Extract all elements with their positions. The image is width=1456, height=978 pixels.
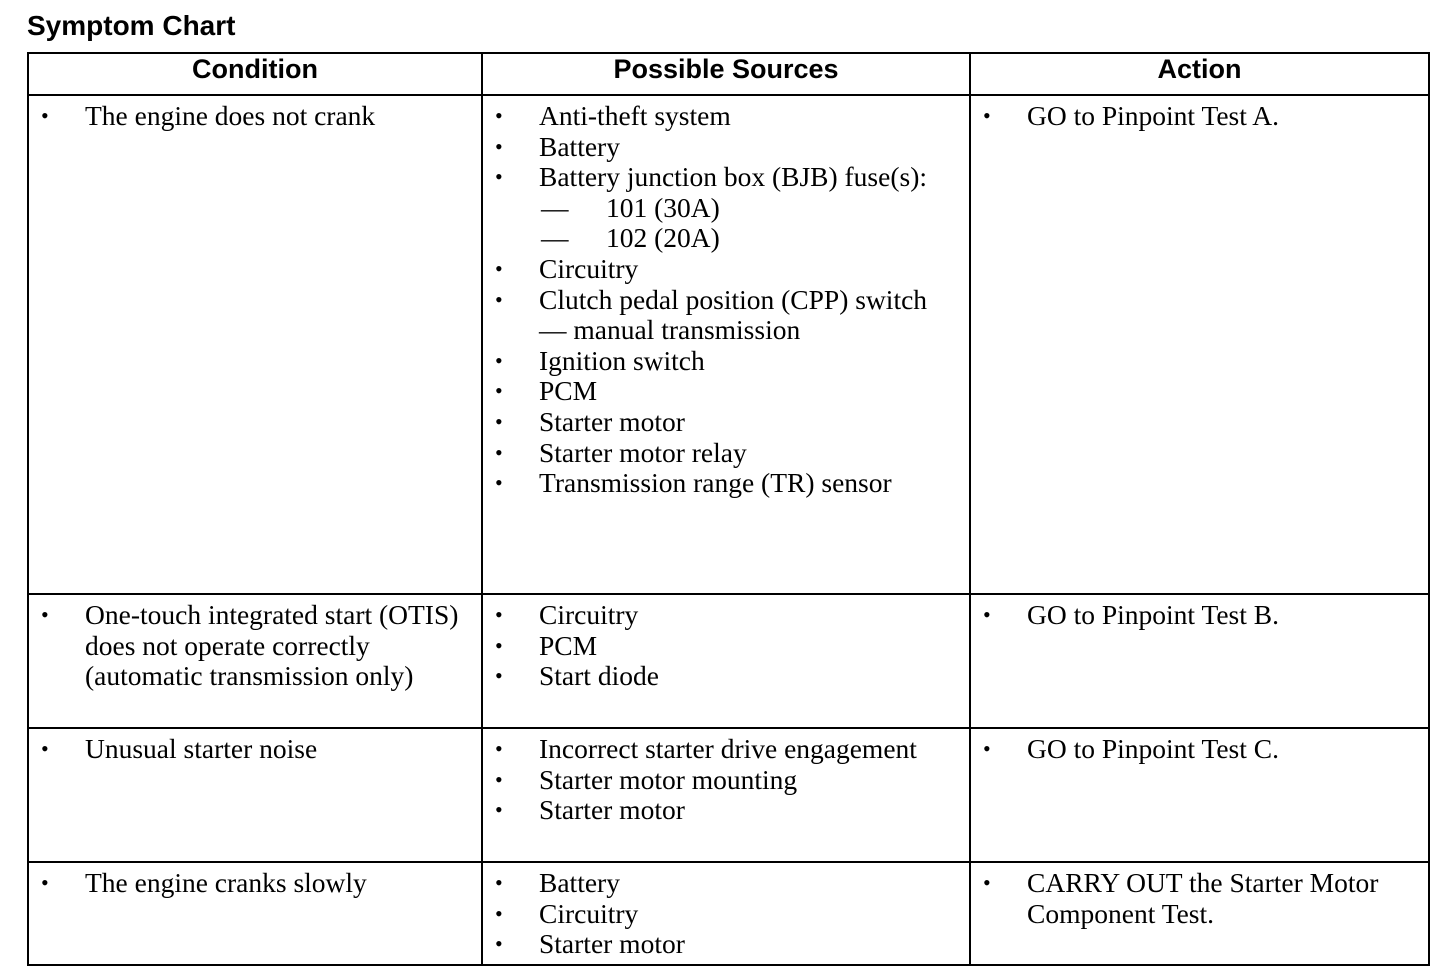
bullet-icon: • (495, 797, 503, 823)
table-row (28, 594, 1429, 728)
list-item: • Transmission range (TR) sensor (495, 467, 892, 499)
bullet-icon: • (41, 870, 49, 895)
condition-cell (28, 95, 482, 594)
header-possible-sources: Possible Sources (482, 53, 970, 95)
list-item: • One-touch integrated start (OTIS) does not operate correctly (automatic transmission only) (41, 599, 459, 692)
list-item: • The engine cranks slowly (41, 867, 367, 898)
header-condition: Condition (28, 53, 482, 95)
sources-cell (482, 862, 970, 965)
bullet-icon: • (495, 378, 503, 404)
list-item: • CARRY OUT the Starter Motor Component Test. (983, 867, 1379, 929)
bullet-icon: • (495, 347, 503, 373)
bullet-icon: • (495, 103, 503, 128)
list-item: • GO to Pinpoint Test C. (983, 733, 1279, 764)
table-row (28, 728, 1429, 862)
table-row (28, 95, 1429, 594)
table-row (28, 862, 1429, 965)
bullet-icon: • (495, 900, 503, 926)
list-item: • PCM (495, 629, 598, 661)
bullet-icon: • (495, 439, 503, 465)
bullet-icon: • (495, 255, 503, 281)
bullet-icon: • (495, 164, 503, 190)
action-cell (970, 862, 1429, 965)
list-item: • Incorrect starter drive engagement (495, 733, 917, 764)
list-item: • Start diode (495, 660, 659, 692)
bullet-icon: • (495, 470, 503, 496)
action-cell (970, 728, 1429, 862)
table-header-row (28, 53, 1429, 95)
bullet-icon: • (495, 766, 503, 792)
action-cell (970, 95, 1429, 594)
bullet-icon: • (41, 736, 49, 761)
list-item: • Unusual starter noise (41, 733, 318, 764)
list-item: • Clutch pedal position (CPP) switch — manual transmission (495, 283, 928, 346)
page-title: Symptom Chart (27, 10, 236, 41)
bullet-icon: • (983, 103, 991, 128)
list-item: • Circuitry (495, 252, 639, 284)
condition-cell (28, 728, 482, 862)
bullet-icon: • (495, 663, 503, 689)
bullet-icon: • (495, 133, 503, 159)
list-item: • GO to Pinpoint Test A. (983, 100, 1279, 131)
symptom-table (27, 52, 1430, 966)
list-item: • GO to Pinpoint Test B. (983, 599, 1279, 630)
condition-cell (28, 862, 482, 965)
bullet-icon: • (495, 286, 503, 312)
bullet-icon: • (983, 602, 991, 627)
list-item: • Starter motor (495, 405, 685, 437)
bullet-icon: • (41, 103, 49, 128)
list-item: • Circuitry (495, 599, 639, 630)
action-cell (970, 594, 1429, 728)
sources-cell (482, 594, 970, 728)
condition-cell (28, 594, 482, 728)
list-item: • Battery (495, 867, 620, 898)
bullet-icon: • (495, 632, 503, 658)
list-item: • Battery (495, 130, 620, 162)
list-item: • Starter motor (495, 794, 685, 826)
bullet-icon: • (495, 931, 503, 957)
bullet-icon: • (495, 602, 503, 627)
list-item: • Battery junction box (BJB) fuse(s): — 101 (30A) — 102 (20A) (493, 162, 961, 254)
list-item: • Ignition switch (495, 344, 705, 376)
list-item: • PCM (495, 375, 598, 407)
list-item: • The engine does not crank (41, 100, 376, 131)
dash-icon: — (541, 191, 569, 223)
bullet-icon: • (41, 602, 49, 627)
bullet-icon: • (983, 870, 991, 895)
sources-cell (482, 95, 970, 594)
bullet-icon: • (495, 408, 503, 434)
fuse-item: — 101 (30A) (541, 191, 720, 223)
list-item: • Circuitry (495, 897, 639, 929)
list-item: • Starter motor relay (495, 436, 747, 468)
bullet-icon: • (983, 736, 991, 761)
header-action: Action (970, 53, 1429, 95)
fuse-list (539, 193, 961, 254)
dash-icon: — (541, 222, 569, 254)
bullet-icon: • (495, 870, 503, 895)
sources-cell (482, 728, 970, 862)
fuse-item: — 102 (20A) (541, 222, 720, 254)
list-item: • Anti-theft system (495, 100, 731, 131)
list-item: • Starter motor (495, 928, 685, 960)
list-item: • Starter motor mounting (495, 763, 798, 795)
bullet-icon: • (495, 736, 503, 761)
